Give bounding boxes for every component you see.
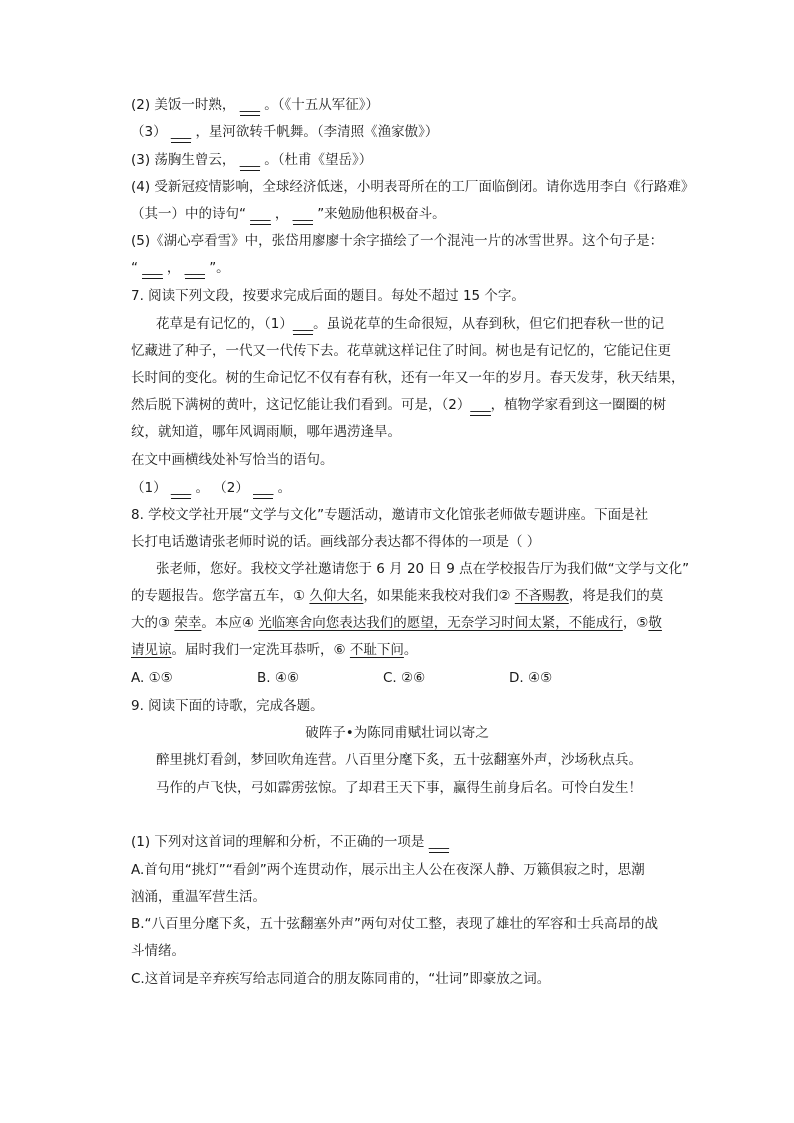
q7-answers: （1） ___ 。 （2） ___ 。 [131, 478, 291, 499]
poem-line2: 马作的卢飞快，弓如霹雳弦惊。了却君王天下事，赢得生前身后名。可怜白发生！ [156, 780, 642, 796]
q8-passage-line2: 的专题报告。您学富五车，① 久仰大名，如果能来我校对我们② 不吝赐教，将是我们的莫 [131, 588, 664, 604]
answer-blank[interactable]: ___ [429, 832, 449, 853]
answer-blank[interactable]: ___ [253, 478, 273, 499]
underlined-phrase-5b: 请见谅 [131, 642, 172, 658]
underlined-phrase-2: 不吝赐教 [514, 588, 569, 604]
q6-item-3b: (3) 荡胸生曾云， ___ 。（杜甫《望岳》） [131, 150, 372, 171]
q9-option-b-line1: B.“八百里分麾下炙，五十弦翻塞外声”两句对仗工整，表现了雄壮的军容和士兵高昂的战 [131, 916, 659, 932]
underlined-phrase-3: 荣幸 [174, 615, 202, 631]
q7-instruction: 在文中画横线处补写恰当的语句。 [131, 452, 334, 468]
q7-passage-line1: 花草是有记忆的，（1）___。虽说花草的生命很短，从春到秋，但它们把春秋一世的记 [156, 314, 664, 335]
q7-title: 7. 阅读下列文段，按要求完成后面的题目。每处不超过 15 个字。 [131, 288, 525, 304]
option-a[interactable]: A. ①⑤ [131, 670, 173, 686]
q8-title-line1: 8. 学校文学社开展“文学与文化”专题活动，邀请市文化馆张老师做专题讲座。下面是社 [131, 507, 649, 523]
q6-item-4-line1: (4) 受新冠疫情影响，全球经济低迷，小明表哥所在的工厂面临倒闭。请你选用李白《行路难》 [131, 179, 695, 195]
q6-item-5-line2: “ ___ ， ___ ”。 [131, 258, 230, 279]
q9-option-a-line1: A.首句用“挑灯”“看剑”两个连贯动作，展示出主人公在夜深人静、万籁俱寂之时，思潮 [131, 862, 645, 878]
poem-title: 破阵子•为陈同甫赋壮词以寄之 [305, 725, 489, 741]
underlined-phrase-1: 久仰大名 [309, 588, 364, 604]
underlined-phrase-4: 光临寒舍向您表达我们的愿望，无奈学习时间太紧，不能成行 [258, 615, 623, 631]
q7-passage-line4: 然后脱下满树的黄叶，这记忆能让我们看到。可是，（2）___，植物学家看到这一圈圈的树 [131, 395, 666, 416]
q9-option-c-line1: C.这首词是辛弃疾写给志同道合的朋友陈同甫的，“壮词”即豪放之词。 [131, 971, 551, 987]
q8-passage-line1: 张老师，您好。我校文学社邀请您于 6 月 20 日 9 点在学校报告厅为我们做“文学与文化” [156, 561, 690, 577]
q7-passage-line2: 忆藏进了种子，一代又一代传下去。花草就这样记住了时间。树也是有记忆的，它能记住更 [131, 343, 671, 359]
answer-blank[interactable]: ___ [293, 314, 313, 335]
option-d[interactable]: D. ④⑤ [509, 670, 553, 686]
answer-blank[interactable]: ___ [293, 204, 313, 225]
q7-passage-line3: 长时间的变化。树的生命记忆不仅有春有秋，还有一年又一年的岁月。春天发芽，秋天结果， [131, 370, 685, 386]
option-c[interactable]: C. ②⑥ [383, 670, 426, 686]
q8-title-line2: 长打电话邀请张老师时说的话。画线部分表达都不得体的一项是（ ） [131, 534, 541, 550]
q6-item-3: （3） ___ ，星河欲转千帆舞。（李清照《渔家傲》） [131, 122, 438, 143]
underlined-phrase-6: 不耻下问 [349, 642, 404, 658]
q9-option-b-line2: 斗情绪。 [131, 943, 185, 959]
answer-blank[interactable]: ___ [250, 204, 270, 225]
answer-blank[interactable]: ___ [240, 150, 260, 171]
q8-passage-line4: 请见谅。届时我们一定洗耳恭听，⑥ 不耻下问。 [131, 642, 418, 658]
q6-item-5-line1: (5)《湖心亭看雪》中，张岱用廖廖十余字描绘了一个混沌一片的冰雪世界。这个句子是： [131, 233, 664, 249]
poem-line1: 醉里挑灯看剑，梦回吹角连营。八百里分麾下炙，五十弦翻塞外声，沙场秋点兵。 [156, 752, 642, 768]
answer-blank[interactable]: ___ [171, 478, 191, 499]
q9-title: 9. 阅读下面的诗歌，完成各题。 [131, 698, 324, 714]
q8-passage-line3: 大的③ 荣幸。本应④ 光临寒舍向您表达我们的愿望，无奈学习时间太紧，不能成行，⑤敬 [131, 615, 662, 631]
answer-blank[interactable]: ___ [171, 122, 191, 143]
underlined-phrase-5a: 敬 [648, 615, 662, 631]
q6-item-4-line2: （其一）中的诗句“ ___ ， ___ ”来勉励他积极奋斗。 [131, 204, 446, 225]
q7-passage-line5: 纹，就知道，哪年风调雨顺，哪年遇涝逢旱。 [131, 424, 401, 440]
answer-blank[interactable]: ___ [142, 258, 162, 279]
q8-options [131, 668, 635, 688]
option-b[interactable]: B. ④⑥ [257, 670, 300, 686]
q9-option-a-line2: 汹涌，重温军营生活。 [131, 889, 266, 905]
q6-item-2: (2) 美饭一时熟， ___ 。（《十五从军征》） [131, 95, 379, 116]
q9-sub1: (1) 下列对这首词的理解和分析，不正确的一项是 ___ [131, 832, 449, 853]
answer-blank[interactable]: ___ [185, 258, 205, 279]
answer-blank[interactable]: ___ [240, 95, 260, 116]
answer-blank[interactable]: ___ [470, 395, 490, 416]
